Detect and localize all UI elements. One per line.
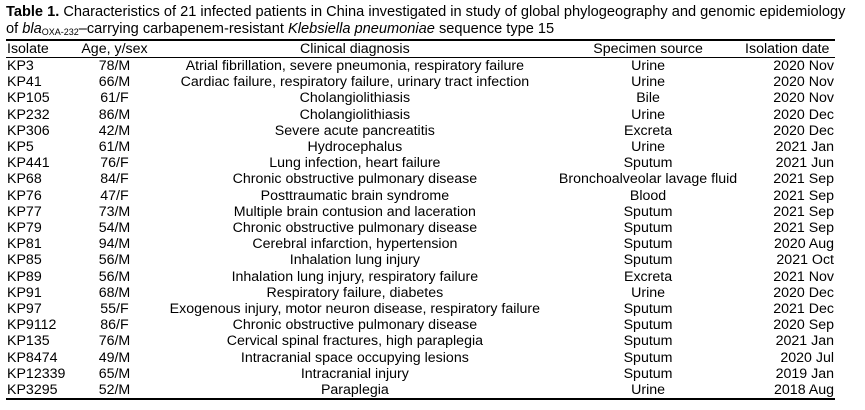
cell-specimen: Sputum [623,301,673,318]
cell-diagnosis: Exogenous injury, motor neuron disease, respiratory failure [169,301,541,318]
cell-age-sex: 86/M [98,106,131,123]
header-age-sex: Age, y/sex [75,40,154,58]
cell-specimen: Urine [631,58,665,74]
cell-age-sex: 84/F [100,171,129,188]
cell-diagnosis: Intracranial space occupying lesions [240,349,469,366]
cell-specimen: Bile [636,90,660,107]
table-row [6,107,835,123]
cell-specimen: Sputum [623,252,673,269]
header-isolate: Isolate [6,40,75,58]
cell-diagnosis: Intracranial injury [300,365,409,382]
cell-age-sex: 55/F [100,301,129,318]
cell-diagnosis: Hydrocephalus [307,139,403,156]
cell-diagnosis: Chronic obstructive pulmonary disease [232,317,478,334]
cell-diagnosis: Inhalation lung injury [289,252,420,269]
cell-specimen: Urine [631,74,665,91]
cell-isolate: KP89 [7,268,42,285]
cell-diagnosis: Multiple brain contusion and laceration [233,203,476,220]
cell-isolate: KP97 [7,301,42,318]
cell-isolate: KP8474 [7,349,58,366]
table-row [6,171,835,187]
cell-date: 2019 Jan [775,365,834,382]
cell-date: 2020 Jul [780,349,834,366]
cell-isolate: KP91 [7,284,42,301]
cell-diagnosis: Chronic obstructive pulmonary disease [232,220,478,237]
table-row [6,58,835,75]
cell-age-sex: 66/M [98,74,131,91]
cell-specimen: Sputum [623,349,673,366]
cell-specimen: Urine [631,139,665,156]
cell-isolate: KP77 [7,203,42,220]
cell-diagnosis: Posttraumatic brain syndrome [260,187,450,204]
cell-specimen: Sputum [623,236,673,253]
cell-date: 2021 Sep [773,203,834,220]
cell-diagnosis: Paraplegia [154,382,556,399]
cell-isolate: KP76 [7,187,42,204]
cell-diagnosis: Lung infection, heart failure [269,155,441,172]
cell-specimen: Urine [631,284,665,301]
cell-specimen: Sputum [623,203,673,220]
table-row [6,236,835,252]
cell-date: 2021 Dec [773,301,834,318]
cell-diagnosis: Cholangiolithiasis [299,90,411,107]
table-row [6,220,835,236]
cell-specimen: Sputum [623,220,673,237]
cell-age-sex: 65/M [98,365,131,382]
cell-date: 2020 Nov [773,90,834,107]
table-row [6,90,835,106]
table-row [6,382,835,399]
cell-isolate: KP68 [7,171,42,188]
cell-specimen: Excreta [624,122,673,139]
cell-isolate: KP3 [7,58,34,74]
cell-isolate: KP41 [7,74,42,91]
table-row [6,139,835,155]
header-date: Isolation date [741,40,836,58]
cell-age-sex: 78/M [98,58,131,74]
cell-date: 2021 Nov [773,268,834,285]
cell-date: 2020 Dec [773,122,834,139]
cell-specimen: Sputum [623,365,673,382]
table-row [6,350,835,366]
cell-age-sex: 61/F [100,90,129,107]
header-diagnosis: Clinical diagnosis [154,40,556,58]
cell-age-sex: 54/M [98,220,131,237]
cell-age-sex: 56/M [98,268,131,285]
cell-specimen: Sputum [623,333,673,350]
cell-specimen: Excreta [624,268,673,285]
cell-isolate: KP79 [7,220,42,237]
table-caption [6,4,858,37]
header-specimen: Specimen source [556,40,741,58]
cell-isolate: KP81 [7,236,42,253]
cell-isolate: KP232 [7,106,50,123]
cell-date: 2020 Dec [773,284,834,301]
cell-age-sex: 86/F [100,317,129,334]
cell-specimen: Bronchoalveolar lavage fluid [558,171,738,188]
cell-diagnosis: Severe acute pancreatitis [274,122,435,139]
table-header [6,40,835,58]
table-row [6,301,835,317]
table-body [6,58,835,400]
cell-date: 2021 Sep [773,171,834,188]
cell-isolate: KP85 [7,252,42,269]
table-row [6,333,835,349]
table-row [6,188,835,204]
table-row [6,74,835,90]
cell-date: 2020 Aug [774,236,834,253]
cell-age-sex: 42/M [98,122,131,139]
table-row [6,123,835,139]
cell-isolate: KP306 [7,122,50,139]
cell-age-sex: 73/M [98,203,131,220]
cell-date: 2021 Jan [775,333,834,350]
cell-age-sex: 61/M [98,139,131,156]
cell-date: 2021 Sep [773,220,834,237]
cell-age-sex: 49/M [98,349,131,366]
cell-specimen: Sputum [623,155,673,172]
cell-isolate: KP5 [7,139,34,156]
cell-diagnosis: Atrial fibrillation, severe pneumonia, respiratory failure [185,58,524,74]
cell-diagnosis: Cholangiolithiasis [299,106,411,123]
cell-specimen: Urine [631,106,665,123]
cell-diagnosis: Respiratory failure, diabetes [266,284,444,301]
table-row [6,366,835,382]
cell-diagnosis: Cervical spinal fractures, high paraplegia [226,333,483,350]
cell-date: 2021 Oct [776,252,834,269]
cell-diagnosis: Inhalation lung injury, respiratory failure [231,268,479,285]
cell-isolate: KP441 [7,155,50,172]
cell-isolate: KP9112 [7,317,57,334]
cell-specimen: Sputum [623,317,673,334]
caption-gene-subscript: OXA-232 [41,26,79,37]
cell-date: 2018 Aug [741,382,836,399]
caption-species: Klebsiella pneumoniae [288,20,435,37]
cell-age-sex: 52/M [75,382,154,399]
table-row [6,285,835,301]
table-row [6,155,835,171]
table-row [6,317,835,333]
cell-age-sex: 47/F [100,187,129,204]
cell-isolate: KP12339 [7,365,66,382]
cell-date: 2021 Jun [775,155,834,172]
table-row [6,252,835,268]
cell-diagnosis: Cerebral infarction, hypertension [252,236,458,253]
cell-specimen: Urine [556,382,741,399]
header-row [6,40,835,58]
cell-age-sex: 94/M [98,236,131,253]
cell-date: 2020 Nov [773,58,834,74]
cell-isolate: KP105 [7,90,50,107]
cell-isolate: KP3295 [6,382,75,399]
cell-diagnosis: Cardiac failure, respiratory failure, urinary tract infection [180,74,530,91]
cell-date: 2020 Dec [773,106,834,123]
table-row [6,269,835,285]
cell-date: 2020 Nov [773,74,834,91]
cell-date: 2021 Jan [775,139,834,156]
cell-diagnosis: Chronic obstructive pulmonary disease [232,171,478,188]
caption-label: Table 1. [6,4,60,20]
cell-date: 2020 Sep [773,317,834,334]
caption-gene: bla [22,20,42,37]
cell-age-sex: 76/M [98,333,131,350]
caption-text-1: Characteristics of 21 infected patients in China investigated in study of global phylogeography and genomic epidemiology of [6,4,846,37]
caption-text-2: –carrying carbapenem-resistant [78,20,289,37]
cell-age-sex: 68/M [98,284,131,301]
cell-age-sex: 76/F [100,155,129,172]
caption-text-3: sequence type 15 [434,20,555,37]
patients-table [6,39,835,400]
cell-isolate: KP135 [7,333,50,350]
cell-date: 2021 Sep [773,187,834,204]
cell-specimen: Blood [629,187,667,204]
table-row [6,204,835,220]
cell-age-sex: 56/M [98,252,131,269]
